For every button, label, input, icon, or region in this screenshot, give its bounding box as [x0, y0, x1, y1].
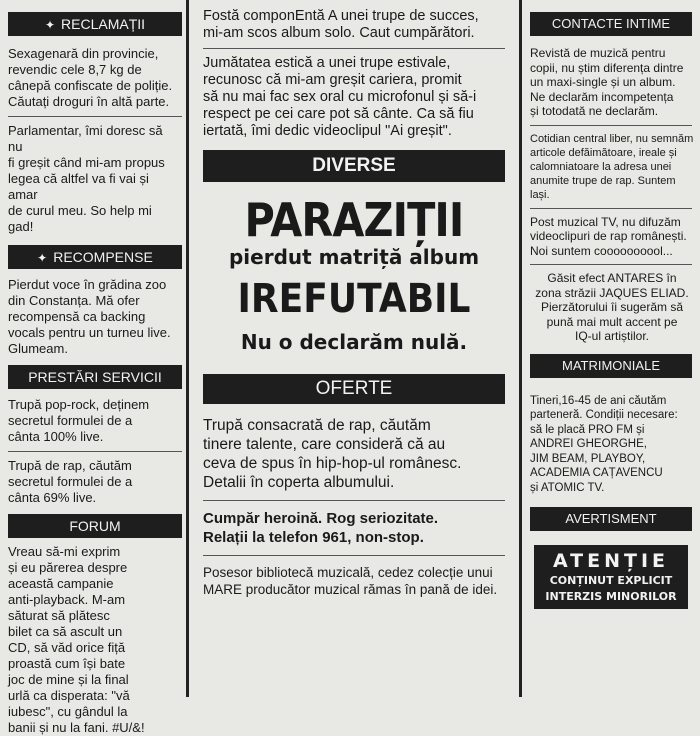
section-header-oferte: OFERTE — [203, 374, 505, 404]
declaration-line: Nu o declarăm nulă. — [240, 330, 468, 354]
ad-estival: Jumătatea estică a unei trupe estivale, recunosc că mi-am greșit cariera, promit să nu mai fac sex oral cu microfonul și să-i respect pe cei care pot să cânte. Ca să fiu iertată, îmi dedic videoclipul "Ai greșit". — [203, 55, 477, 139]
section-header-recompense: ✦ RECOMPENSE — [8, 245, 182, 269]
ad-cotidian: Cotidian central liber, nu semnăm articole defăimătoare, ireale și calomniatoare la adresa unei anumite trupe de rap. Suntem lași. — [530, 132, 694, 201]
section-header-reclamatii: ✦ RECLAMAȚII — [8, 12, 182, 36]
ad-oferte: Trupă consacrată de rap, căutăm tinere talente, care consideră că au ceva de spus în hip-hop-ul românesc. Detalii în coperta albumului. — [203, 417, 462, 491]
ad-heroina: Cumpăr heroină. Rog seriozitate. Relații la telefon 961, non-stop. — [203, 510, 439, 546]
section-header-contacte: CONTACTE INTIME — [530, 12, 692, 36]
ad-prestari-1: Trupă pop-rock, deținem secretul formulei de a cânta 100% live. — [8, 397, 150, 444]
divider — [203, 500, 505, 501]
ad-revista: Revistă de muzică pentru copii, nu știm diferența dintre un maxi-single și un album. Ne declarăm incompetența și totodată ne declarăm. — [530, 46, 684, 118]
ad-reclamatii-1: Sexagenară din provincie, revendic cele 8,7 kg de cânepă confiscate de poliție. Căutați droguri în altă parte. — [8, 46, 173, 109]
ad-forum-1: Vreau să-mi exprim și eu părerea despre această campanie anti-playback. M-am săturat să plătesc bilet ca să ascult un CD, să văd orice fiță proastă cum își bate joc de mine și la final urlă ca disperata: "vă iubesc", cu gândul la banii și nu la fani. #U/&! — [8, 544, 145, 735]
divider — [530, 208, 692, 209]
divider — [8, 116, 182, 117]
section-header-matrimoniale: MATRIMONIALE — [530, 354, 692, 378]
divider — [530, 125, 692, 126]
ad-biblioteca: Posesor bibliotecă muzicală, cedez colecție unui MARE producător muzical rămas în pană de idei. — [203, 565, 498, 597]
section-header-prestari: PRESTĂRI SERVICII — [8, 365, 182, 389]
ad-matrimoniale: Tineri,16-45 de ani căutăm parteneră. Condiții necesare: să le placă PRO FM și ANDREI GHEORGHE, JIM BEAM, PLAYBOY, ACADEMIA CAȚAVENCU și ATOMIC TV. — [530, 394, 678, 494]
ad-reclamatii-2: Parlamentar, îmi doresc să nu fi greșit când mi-am propus legea că altfel va fi vai și amar de curul meu. So help mi gad! — [8, 123, 165, 234]
bullet-icon: ✦ — [37, 251, 48, 265]
bullet-icon: ✦ — [44, 18, 56, 32]
ad-recompense-1: Pierdut voce în grădina zoo din Constanța. Mă ofer recompensă ca backing vocals pentru un turneu live. Glumeam. — [8, 277, 171, 356]
ad-solo-album: Fostă componEntă A unei trupe de succes, mi-am scos album solo. Caut cumpărători. — [203, 8, 479, 41]
lost-master-line: pierdut matriță album — [228, 245, 480, 269]
section-header-diverse: DIVERSE — [203, 150, 505, 182]
section-header-forum: FORUM — [8, 514, 182, 538]
band-name: PARAZIȚII — [244, 193, 464, 247]
section-header-avertisment: AVERTISMENT — [530, 507, 692, 531]
divider — [8, 451, 182, 452]
middle-column — [186, 0, 522, 697]
divider — [530, 264, 692, 265]
ad-prestari-2: Trupă de rap, căutăm secretul formulei de a cânta 69% live. — [8, 458, 133, 505]
album-title: IREFUTABIL — [237, 276, 471, 322]
divider — [203, 555, 505, 556]
ad-post-tv: Post muzical TV, nu difuzăm videoclipuri de rap românești. Noi suntem coooooooool... — [530, 214, 687, 258]
left-column — [0, 0, 186, 735]
right-column — [522, 0, 700, 697]
ad-antares: Găsit efect ANTARES în zona străzii JAQUES ELIAD. Pierzătorului îi sugerăm să pună mai mult accent pe IQ-ul artiștilor. — [535, 271, 689, 343]
divider — [203, 48, 505, 49]
explicit-content-label: ATENȚIE CONȚINUT EXPLICIT INTERZIS MINORILOR — [534, 545, 688, 609]
